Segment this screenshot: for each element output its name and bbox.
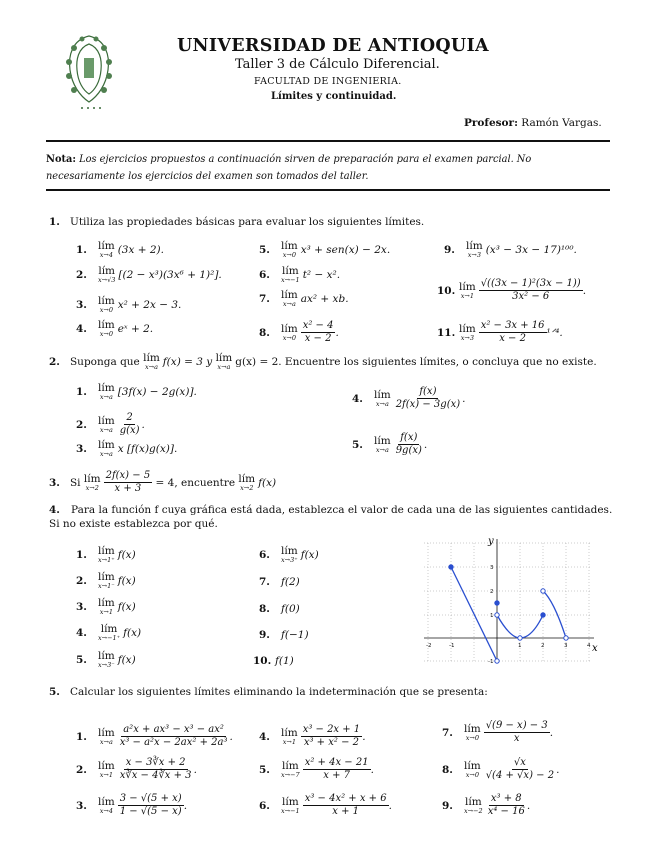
q2-item-2 (76, 412, 145, 437)
xtick-1: 1 (518, 643, 522, 649)
expression: f(0) (281, 603, 300, 615)
q1-item-6 (259, 266, 340, 284)
q1-item-8 (259, 320, 339, 345)
limit-operator: lím x→0 (464, 722, 481, 742)
q4-item-10 (253, 655, 294, 667)
q1-item-10 (437, 278, 586, 303)
q5-item-3 (76, 793, 187, 818)
fraction: $\frac{\text{x² + 4x − 21}}{x + 7}$ (304, 757, 369, 781)
limit-operator: lím x→0 (98, 319, 115, 338)
item-number: 9. (442, 799, 453, 812)
top-rule (46, 140, 610, 142)
fraction: $\frac{\text{√((3x − 1)²(3x − 1))}}{\text{3x² − 6}}$ (480, 278, 581, 302)
expression: t² − x². (302, 269, 341, 281)
limit-operator: lím x→1 (281, 726, 298, 746)
expression: f(x) (300, 549, 319, 561)
item-number: 6. (259, 799, 270, 812)
q4-item-7 (259, 576, 300, 588)
item-number: 10. (253, 655, 272, 667)
q2-statement: 2. Suponga que lím x→a f(x) = 3 y lím x→a g(x) = 2. Encuentre los siguientes límites, o concluya que no existe. (49, 352, 597, 371)
q4-item-2 (76, 572, 136, 590)
item-number: 8. (259, 603, 270, 615)
limit-operator: lím x→1 (98, 597, 115, 616)
limit-operator: lím x→√3 (98, 265, 116, 284)
closed-point-3 (541, 613, 545, 617)
item-number: 9. (259, 629, 270, 641)
xtick-neg1: -1 (449, 643, 455, 649)
q5-item-4 (259, 724, 366, 749)
limit-operator: lím x→−2 (464, 795, 483, 815)
item-number: 6. (259, 549, 270, 561)
expression: f(x) (123, 627, 142, 639)
fraction: $\frac{√(9 - x) - 3}{x}$ (485, 720, 548, 744)
fraction: $\frac{\text{x³ − 2x + 1}}{\text{x³ + x² − 2}}$ (302, 724, 361, 748)
limit-operator: lím x→a (281, 289, 298, 308)
expression-tail: . (549, 726, 554, 739)
fraction: $\frac{\text{x³ + 8}}{\text{x⁴ − 16}}$ (487, 793, 525, 817)
professor-name: Ramón Vargas. (521, 117, 602, 129)
item-number: 2. (76, 763, 87, 776)
fraction: $\frac{f(x)}{9g(x)}$ (395, 432, 422, 456)
expression-tail: . (183, 799, 188, 812)
expression: x [f(x)g(x)]. (117, 443, 178, 455)
limit-operator: lím x→1 (459, 280, 476, 300)
q5-item-2 (76, 757, 197, 782)
x-axis-label: x (592, 643, 598, 654)
expression: f(x) (117, 654, 136, 666)
item-number: 9. (444, 244, 455, 256)
closed-point-1 (495, 601, 499, 605)
expression-tail: . (423, 438, 428, 451)
xtick-3: 3 (564, 643, 568, 649)
q1-item-11 (437, 320, 563, 345)
q5-item-8 (442, 757, 559, 782)
ytick-1: 1 (490, 613, 494, 619)
professor-label: Profesor: (464, 117, 518, 129)
limit-operator: lím x→0 (281, 322, 298, 342)
q4-item-6 (259, 546, 319, 564)
expression-tail: . (141, 418, 145, 431)
expression: f(−1) (281, 629, 309, 641)
item-number: 3. (76, 443, 87, 455)
xtick-2: 2 (541, 643, 545, 649)
limit-operator: lím x→0 (98, 295, 115, 314)
function-curve (451, 567, 566, 661)
q5-item-9 (442, 793, 530, 818)
expression-tail: . (370, 763, 374, 776)
expression-tail: . (462, 392, 466, 405)
item-number: 3. (76, 299, 87, 311)
expression: [(2 − x³)(3x⁶ + 1)²]. (118, 269, 222, 281)
item-number: 7. (259, 293, 270, 305)
q4-item-3 (76, 598, 136, 616)
fraction: $\frac{3 - √(5 + x)}{1 - √(5 - x)}$ (119, 793, 182, 817)
limit-operator: lím x→a (98, 726, 115, 746)
limit-operator: lím x→4 (98, 795, 115, 815)
note-text: Los ejercicios propuestos a continuación sirven de preparación para el examen parcial. No necesariamente los ejercicios del examen son tomados del taller. (46, 154, 532, 182)
limit-operator: lím x→3 (466, 240, 483, 259)
open-point-3 (541, 589, 545, 593)
professor-line (464, 117, 602, 129)
note-paragraph (46, 151, 612, 185)
q4-item-8 (259, 603, 300, 615)
fraction: $\frac{2}{g(x)}$ (119, 412, 140, 436)
limit-operator: lím x→1⁺ (98, 545, 115, 564)
expression: [3f(x) − 2g(x)]. (117, 386, 197, 398)
item-number: 4. (259, 730, 270, 743)
expression-tail: ¹ᐟ⁴. (546, 326, 563, 339)
q1-item-5 (259, 241, 390, 259)
limit-operator: lím x→1 (98, 759, 115, 779)
limit-operator: lím x→3⁻ (98, 650, 115, 669)
closed-point-neg1 (449, 565, 453, 569)
q1-item-9 (444, 241, 577, 259)
q4-statement: 4. Para la función f cuya gráfica está dada, establezca el valor de cada una de las siguientes cantidades. Si no existe establezca por qué. (49, 504, 613, 530)
q2-item-5 (352, 432, 427, 457)
q1-item-1 (76, 241, 164, 259)
fraction: $\frac{√x}{√(4 + √x) - 2}$ (485, 757, 555, 781)
limit-operator: lím x→−1⁺ (98, 623, 121, 642)
item-number: 6. (259, 269, 270, 281)
item-number: 10. (437, 284, 456, 297)
expression: ax² + xb. (300, 293, 349, 305)
item-number: 4. (352, 392, 363, 405)
q4-item-5 (76, 651, 136, 669)
item-number: 1. (76, 730, 87, 743)
q4-item-1 (76, 546, 136, 564)
expression: x³ + sen(x) − 2x. (300, 244, 391, 256)
q1-item-3 (76, 296, 181, 314)
q5-statement: 5. Calcular los siguientes límites eliminando la indeterminación que se presenta: (49, 686, 488, 698)
limit-operator: lím x→0 (464, 759, 481, 779)
fraction: $\frac{f(x)}{2f(x) - 3g(x)}$ (395, 386, 461, 410)
expression: f(2) (281, 576, 300, 588)
item-number: 1. (76, 386, 87, 398)
q1-item-7 (259, 290, 349, 308)
expression-tail: . (335, 326, 339, 339)
limit-operator: lím x→0 (281, 240, 298, 259)
limit-operator: lím x→−1 (281, 265, 300, 284)
item-number: 11. (437, 326, 456, 339)
open-point-4 (564, 636, 568, 640)
expression-tail: . (388, 799, 392, 812)
limit-operator: lím x→a (98, 414, 115, 434)
expression-tail: . (556, 763, 560, 776)
item-number: 1. (76, 549, 87, 561)
item-number: 8. (442, 763, 453, 776)
fraction: $\frac{\text{x³ − 4x² + x + 6}}{x + 1}$ (304, 793, 387, 817)
limit-operator: lím x→−7 (281, 759, 300, 779)
item-number: 7. (442, 726, 453, 739)
item-number: 3. (76, 799, 87, 812)
university-name: UNIVERSIDAD DE ANTIOQUIA (177, 36, 489, 56)
q2-item-4 (352, 386, 465, 411)
expression: f(x) (117, 601, 136, 613)
expression-tail: . (526, 799, 531, 812)
faculty-name: FACULTAD DE INGENIERIA. (254, 76, 402, 87)
q4-item-4 (76, 624, 141, 642)
expression: f(x) (117, 575, 136, 587)
q5-item-6 (259, 793, 392, 818)
fraction: $\frac{\text{a²x + ax³ − x³ − ax²}}{\text{x³ − a²x − 2ax² + 2a³}}$ (119, 724, 228, 748)
item-number: 4. (76, 627, 87, 639)
limit-operator: lím x→a (374, 434, 391, 454)
y-axis-label: y (488, 536, 494, 547)
open-point-2 (518, 636, 522, 640)
q1-item-2 (76, 266, 222, 284)
bottom-rule (46, 189, 610, 191)
expression-tail: . (193, 763, 197, 776)
fraction: $\frac{\text{x² − 3x + 16}}{x - 2}$ (480, 320, 545, 344)
ytick-2: 2 (490, 589, 494, 595)
expression: f(1) (275, 655, 294, 667)
expression: (x³ − 3x − 17)¹⁰⁰. (485, 244, 577, 256)
course-title: Taller 3 de Cálculo Diferencial. (235, 57, 440, 72)
item-number: 5. (76, 654, 87, 666)
note-label: Nota: (46, 154, 76, 165)
open-point-1-high (495, 613, 499, 617)
item-number: 4. (76, 323, 87, 335)
limit-operator: lím x→a (98, 439, 115, 458)
item-number: 2. (76, 269, 87, 281)
item-number: 5. (352, 438, 363, 451)
q2-item-1 (76, 383, 197, 401)
xtick-4: 4 (587, 643, 591, 649)
expression: x² + 2x − 3. (117, 299, 182, 311)
expression: eˣ + 2. (117, 323, 154, 335)
limit-operator: lím x→1⁻ (98, 571, 115, 590)
university-seal-logo (60, 30, 118, 112)
limit-operator: lím x→a (374, 388, 391, 408)
limit-operator: lím x→−1 (281, 795, 300, 815)
item-number: 1. (76, 244, 87, 256)
q5-item-7 (442, 720, 553, 745)
item-number: 7. (259, 576, 270, 588)
expression: f(x) (117, 549, 136, 561)
item-number: 3. (76, 601, 87, 613)
item-number: 2. (76, 575, 87, 587)
fraction: $\frac{\text{x² − 4}}{x - 2}$ (302, 320, 334, 344)
limit-operator: lím x→3 (459, 322, 476, 342)
expression: (3x + 2). (117, 244, 164, 256)
item-number: 5. (259, 763, 270, 776)
expression-tail: . (582, 284, 587, 297)
fraction: $\frac{x - 3∛x + 2}{x∛x - 4∛x + 3}$ (119, 757, 192, 781)
q5-item-5 (259, 757, 374, 782)
limit-operator: lím x→3⁺ (281, 545, 298, 564)
function-graph (420, 535, 600, 667)
topic-title: Límites y continuidad. (271, 91, 397, 102)
q2-item-3 (76, 440, 177, 458)
xtick-neg2: -2 (426, 643, 432, 649)
q3-statement: 3. Si lím x→2 $\frac{2f(x) - 5}{x + 3}$ = 4, encuentre lím x→2 f(x) (49, 470, 277, 494)
expression-tail: . (229, 730, 233, 743)
q5-item-1 (76, 724, 233, 749)
q1-item-4 (76, 320, 153, 338)
limit-operator: lím x→4 (98, 240, 115, 259)
ytick-3: 3 (490, 565, 494, 571)
item-number: 2. (76, 418, 87, 431)
expression-tail: . (362, 730, 366, 743)
ytick-neg1: -1 (488, 659, 494, 665)
limit-operator: lím x→a (98, 382, 115, 401)
q1-statement: 1. Utiliza las propiedades básicas para evaluar los siguientes límites. (49, 216, 425, 228)
item-number: 8. (259, 326, 270, 339)
item-number: 5. (259, 244, 270, 256)
q4-item-9 (259, 629, 309, 641)
open-point-1-low (495, 659, 499, 663)
